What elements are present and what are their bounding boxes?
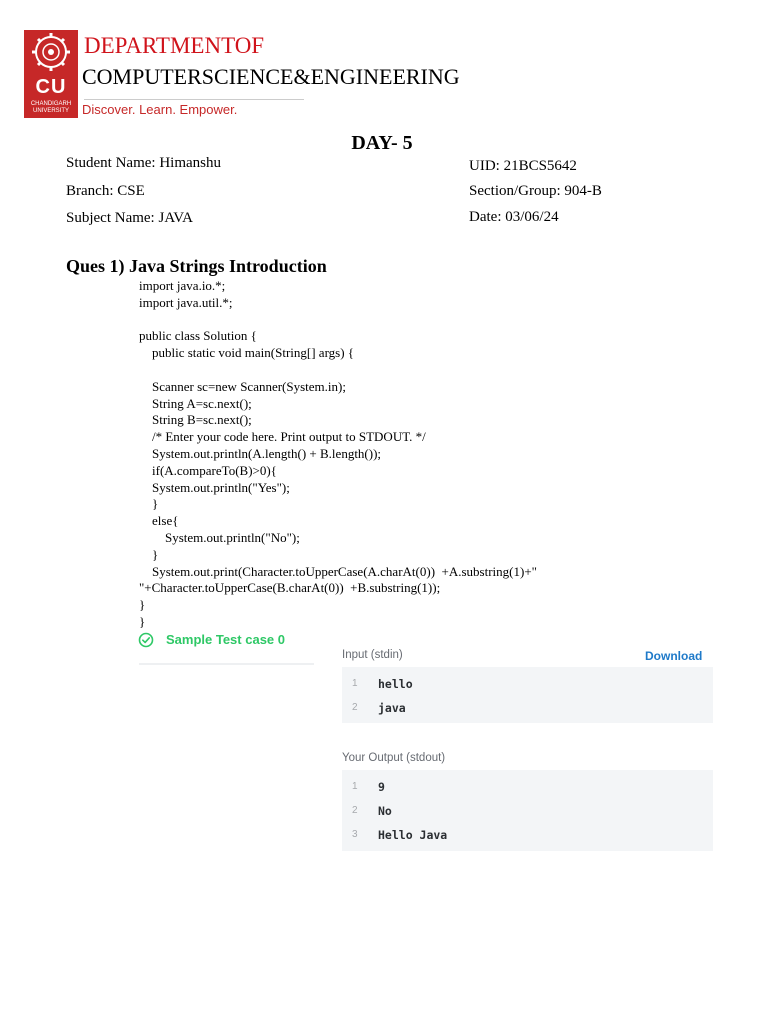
line-number: 2	[352, 702, 358, 713]
header-divider	[84, 99, 304, 100]
code-line: /* Enter your code here. Print output to STDOUT. */	[139, 429, 426, 445]
submission-date: Date: 03/06/24	[469, 209, 559, 225]
code-line: }	[139, 597, 146, 613]
code-line: public class Solution {	[139, 328, 257, 344]
input-line: java	[378, 701, 406, 715]
line-number: 1	[352, 781, 358, 792]
output-line: 9	[378, 780, 385, 794]
department-line-1: DEPARTMENTOF	[84, 33, 265, 58]
gear-emblem-icon	[24, 30, 78, 78]
page-title	[0, 132, 768, 155]
logo-subtext: CHANDIGARH UNIVERSITY	[30, 101, 72, 114]
line-number: 3	[352, 829, 358, 840]
code-line: }	[139, 546, 159, 562]
code-line: System.out.println(A.length() + B.length());	[139, 445, 382, 461]
code-line: }	[139, 613, 146, 629]
sample-test-case-tab[interactable]: Sample Test case 0	[166, 632, 285, 647]
university-logo	[24, 30, 78, 118]
code-line	[139, 312, 537, 329]
download-link[interactable]: Download	[645, 649, 703, 663]
code-block	[139, 278, 537, 631]
check-circle-icon	[138, 632, 154, 648]
output-panel	[342, 770, 713, 851]
input-line: hello	[378, 677, 413, 691]
logo-text: CU	[35, 76, 67, 98]
tab-underline	[139, 663, 314, 665]
code-line: System.out.println("No");	[139, 529, 300, 545]
subject-name: Subject Name: JAVA	[66, 210, 193, 226]
input-label: Input (stdin)	[342, 649, 403, 661]
department-line-2: COMPUTERSCIENCE&ENGINEERING	[82, 64, 460, 89]
output-line: Hello Java	[378, 828, 448, 842]
code-line: String A=sc.next();	[139, 395, 252, 411]
line-number: 2	[352, 805, 358, 816]
code-line: Scanner sc=new Scanner(System.in);	[139, 378, 346, 394]
code-line: }	[139, 496, 159, 512]
input-panel	[342, 667, 713, 723]
code-line: String B=sc.next();	[139, 412, 252, 428]
code-line: public static void main(String[] args) {	[139, 345, 355, 361]
student-uid: UID: 21BCS5642	[469, 158, 577, 174]
output-line: No	[378, 804, 392, 818]
line-number: 1	[352, 678, 358, 689]
question-heading: Ques 1) Java Strings Introduction	[66, 256, 327, 276]
code-line: System.out.println("Yes");	[139, 479, 290, 495]
tagline: Discover. Learn. Empower.	[82, 102, 238, 117]
student-name: Student Name: Himanshu	[66, 155, 221, 171]
code-line: if(A.compareTo(B)>0){	[139, 462, 277, 478]
code-line	[139, 362, 537, 379]
student-section: Section/Group: 904-B	[469, 183, 602, 199]
page-title-text: DAY- 5	[351, 132, 413, 154]
code-line: System.out.print(Character.toUpperCase(A.charAt(0)) +A.substring(1)+"	[139, 563, 537, 579]
code-line: import java.io.*;	[139, 278, 226, 293]
code-line: import java.util.*;	[139, 294, 233, 310]
code-line: "+Character.toUpperCase(B.charAt(0)) +B.substring(1));	[139, 580, 441, 596]
output-label: Your Output (stdout)	[342, 752, 446, 764]
code-line: else{	[139, 513, 179, 529]
student-branch: Branch: CSE	[66, 183, 145, 199]
